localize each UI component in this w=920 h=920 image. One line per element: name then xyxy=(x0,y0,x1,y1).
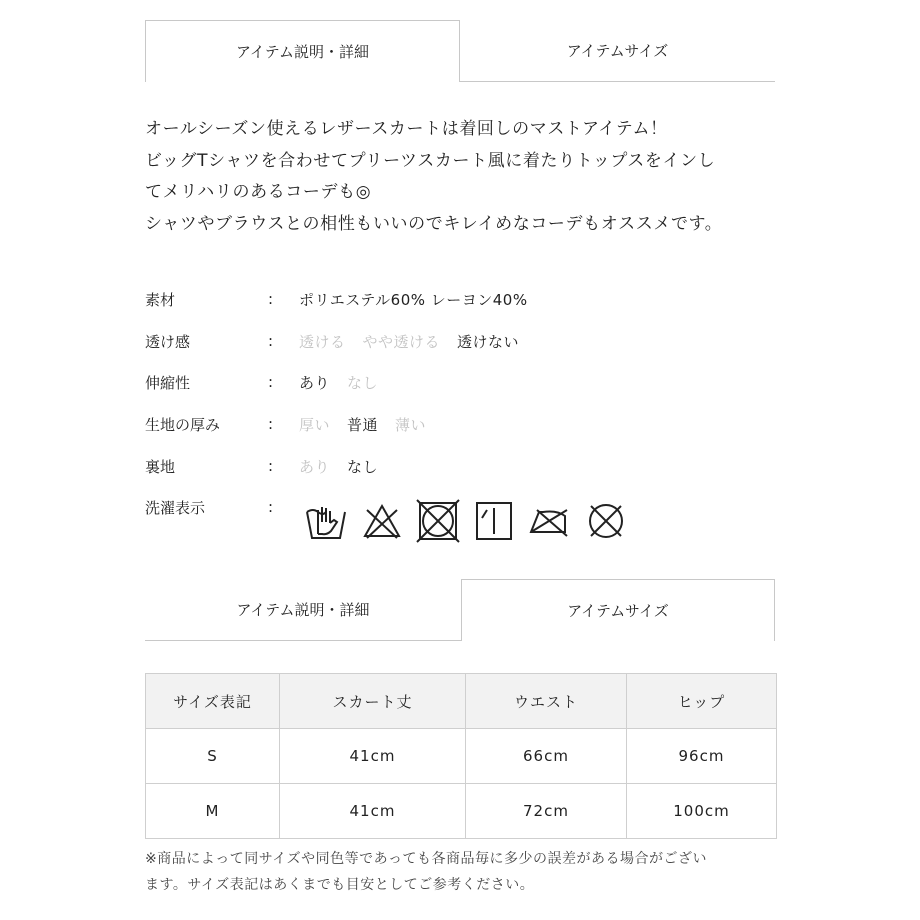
description-line: てメリハリのあるコーデも◎ xyxy=(145,182,372,202)
note-line: ます。サイズ表記はあくまでも目安としてご参考ください。 xyxy=(145,877,535,893)
note-line: ※商品によって同サイズや同色等であっても各商品毎に多少の誤差がある場合がござい xyxy=(145,851,707,867)
option-not-sheer: 透けない xyxy=(457,332,520,351)
spec-options xyxy=(299,414,443,435)
item-description xyxy=(145,114,785,240)
table-header-row xyxy=(146,674,777,729)
spec-options xyxy=(299,456,395,477)
option-thick: 厚い xyxy=(299,415,331,434)
tab-item-description[interactable]: アイテム説明・詳細 xyxy=(145,579,461,641)
header-size-label: サイズ表記 xyxy=(146,674,280,729)
option-yes: あり xyxy=(299,373,331,392)
spec-label: 素材 xyxy=(145,290,176,309)
spec-options xyxy=(299,372,395,393)
material-value: ポリエステル60% レーヨン40% xyxy=(299,290,528,309)
top-tab-bar xyxy=(145,20,775,82)
tab-item-size[interactable]: アイテムサイズ xyxy=(461,579,775,641)
no-dry-clean-icon xyxy=(584,498,628,544)
description-line: オールシーズン使えるレザースカートは着回しのマストアイテム！ xyxy=(145,119,668,139)
waist-cell: 66cm xyxy=(466,729,627,784)
spec-label: 洗濯表示 xyxy=(145,498,206,517)
option-yes: あり xyxy=(299,457,331,476)
option-no: なし xyxy=(347,457,379,476)
spec-label: 透け感 xyxy=(145,332,191,351)
no-chlorine-bleach-icon xyxy=(362,498,402,544)
line-dry-icon xyxy=(474,498,514,544)
size-note xyxy=(145,846,785,898)
spec-label: 裏地 xyxy=(145,457,176,476)
header-waist: ウエスト xyxy=(466,674,627,729)
waist-cell: 72cm xyxy=(466,784,627,839)
care-symbols xyxy=(303,498,628,544)
header-hip: ヒップ xyxy=(627,674,777,729)
size-cell: M xyxy=(146,784,280,839)
tab-item-size[interactable]: アイテムサイズ xyxy=(460,20,775,82)
header-skirt-length: スカート丈 xyxy=(280,674,466,729)
spec-value xyxy=(299,289,545,310)
option-no: なし xyxy=(347,373,379,392)
skirt-length-cell: 41cm xyxy=(280,729,466,784)
iron-low-icon xyxy=(527,498,571,544)
spec-colon: : xyxy=(268,373,274,391)
no-tumble-dry-icon xyxy=(415,498,461,544)
tab-item-description[interactable]: アイテム説明・詳細 xyxy=(145,20,460,82)
table-row xyxy=(146,729,777,784)
spec-colon: : xyxy=(268,415,274,433)
spec-colon: : xyxy=(268,290,274,308)
option-thin: 薄い xyxy=(395,415,427,434)
hip-cell: 100cm xyxy=(627,784,777,839)
spec-colon: : xyxy=(268,332,274,350)
description-line: シャツやブラウスとの相性もいいのでキレイめなコーデもオススメです。 xyxy=(145,213,723,234)
option-normal: 普通 xyxy=(347,415,379,434)
bottom-tab-bar xyxy=(145,579,775,641)
option-slightly-sheer: やや透ける xyxy=(362,332,441,351)
skirt-length-cell: 41cm xyxy=(280,784,466,839)
spec-label: 生地の厚み xyxy=(145,415,221,434)
spec-label: 伸縮性 xyxy=(145,373,191,392)
option-sheer: 透ける xyxy=(299,332,346,351)
spec-colon: : xyxy=(268,498,274,516)
hip-cell: 96cm xyxy=(627,729,777,784)
description-line: ビッグTシャツを合わせてプリーツスカート風に着たりトップスをインし xyxy=(145,150,716,171)
size-cell: S xyxy=(146,729,280,784)
spec-colon: : xyxy=(268,457,274,475)
table-row xyxy=(146,784,777,839)
spec-options xyxy=(299,331,536,352)
hand-wash-icon xyxy=(303,498,349,544)
size-table xyxy=(145,673,777,839)
